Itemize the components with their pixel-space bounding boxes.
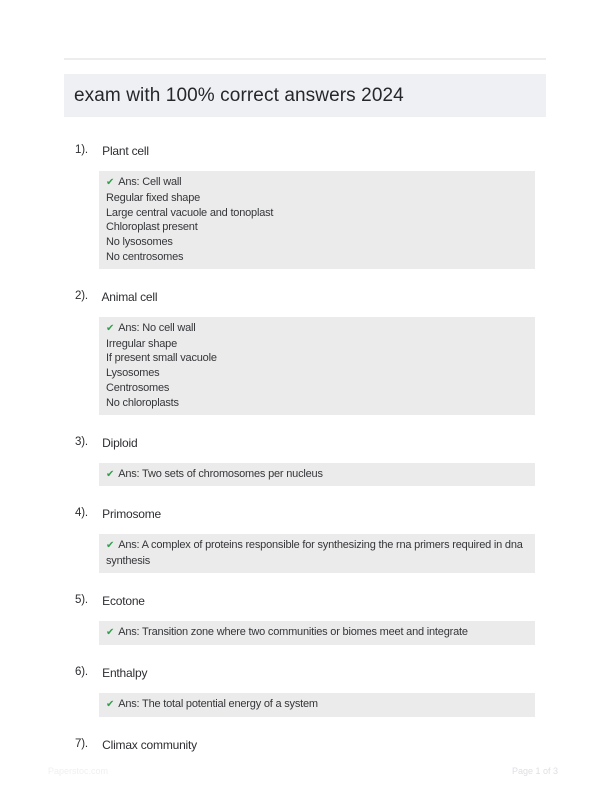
answer-text: Irregular shape	[106, 337, 177, 350]
answer-line	[106, 220, 528, 235]
item-head	[65, 507, 546, 523]
answer-line	[106, 175, 528, 191]
answer-text: No centrosomes	[106, 250, 184, 263]
answer-box	[99, 693, 535, 717]
page-indicator: Page 1 of 3	[511, 766, 558, 776]
answer-line	[106, 235, 528, 250]
answer-text: Ans: A complex of proteins responsible for synthesizing the rna primers required in dna synthesis	[106, 539, 523, 568]
answer-text: No chloroplasts	[106, 396, 179, 409]
answer-box	[99, 534, 535, 573]
answer-box	[99, 621, 535, 645]
answer-line	[106, 206, 528, 221]
answer-line	[106, 250, 528, 265]
answer-box	[99, 317, 535, 415]
answer-text: Regular fixed shape	[106, 191, 201, 204]
qa-item	[65, 144, 546, 269]
qa-item	[65, 436, 546, 487]
answer-text: Ans: Cell wall	[118, 176, 182, 188]
header-divider	[64, 58, 546, 60]
answer-box	[99, 171, 535, 269]
page-footer	[0, 765, 606, 779]
answer-text: Ans: No cell wall	[118, 321, 196, 334]
item-term: Primosome	[102, 507, 162, 522]
item-head	[65, 290, 546, 306]
check-icon: ✔	[106, 322, 115, 334]
item-term: Plant cell	[102, 144, 149, 158]
document-title: exam with 100% correct answers 2024	[74, 84, 404, 106]
title-box	[64, 74, 546, 117]
answer-text: Large central vacuole and tonoplast	[106, 206, 274, 219]
answer-line	[106, 625, 528, 641]
item-head	[65, 144, 546, 160]
answer-box	[99, 463, 535, 487]
qa-item	[65, 666, 546, 717]
answer-line	[106, 467, 528, 483]
check-icon: ✔	[106, 626, 115, 638]
item-number: 4).	[75, 507, 88, 520]
check-icon: ✔	[106, 177, 115, 188]
qa-item	[65, 290, 546, 415]
check-icon: ✔	[106, 540, 115, 552]
item-head	[65, 594, 546, 610]
item-term: Diploid	[102, 435, 138, 450]
answer-text: If present small vacuole	[106, 352, 217, 365]
check-icon: ✔	[106, 698, 115, 710]
item-head	[65, 738, 546, 754]
answer-line	[106, 396, 528, 411]
answer-line	[106, 351, 528, 366]
answer-text: Ans: Transition zone where two communities or biomes meet and integrate	[118, 625, 468, 638]
answer-line	[106, 538, 528, 569]
answer-line	[106, 337, 528, 352]
watermark-text: Paperstoc.com	[48, 766, 109, 776]
answer-text: Chloroplast present	[106, 221, 198, 234]
check-icon: ✔	[106, 468, 115, 480]
qa-list	[65, 144, 546, 775]
item-head	[65, 666, 546, 682]
item-number: 5).	[75, 593, 88, 606]
item-number: 3).	[75, 435, 88, 448]
answer-text: Centrosomes	[106, 381, 170, 394]
item-number: 1).	[75, 144, 88, 156]
qa-item	[65, 594, 546, 645]
item-term: Climax community	[102, 737, 197, 752]
answer-text: Ans: The total potential energy of a system	[118, 697, 318, 710]
item-term: Enthalpy	[102, 665, 148, 680]
answer-text: Ans: Two sets of chromosomes per nucleus	[118, 467, 323, 480]
qa-item	[65, 738, 546, 754]
answer-line	[106, 381, 528, 396]
answer-line	[106, 697, 528, 713]
item-term: Animal cell	[101, 289, 158, 304]
item-term: Ecotone	[102, 593, 145, 608]
answer-text: No lysosomes	[106, 236, 173, 249]
item-number: 2).	[75, 289, 88, 302]
answer-line	[106, 321, 528, 337]
item-head	[65, 436, 546, 452]
answer-text: Lysosomes	[106, 367, 160, 380]
item-number: 7).	[75, 737, 88, 750]
qa-item	[65, 507, 546, 573]
answer-line	[106, 366, 528, 381]
answer-line	[106, 191, 528, 206]
item-number: 6).	[75, 665, 88, 678]
